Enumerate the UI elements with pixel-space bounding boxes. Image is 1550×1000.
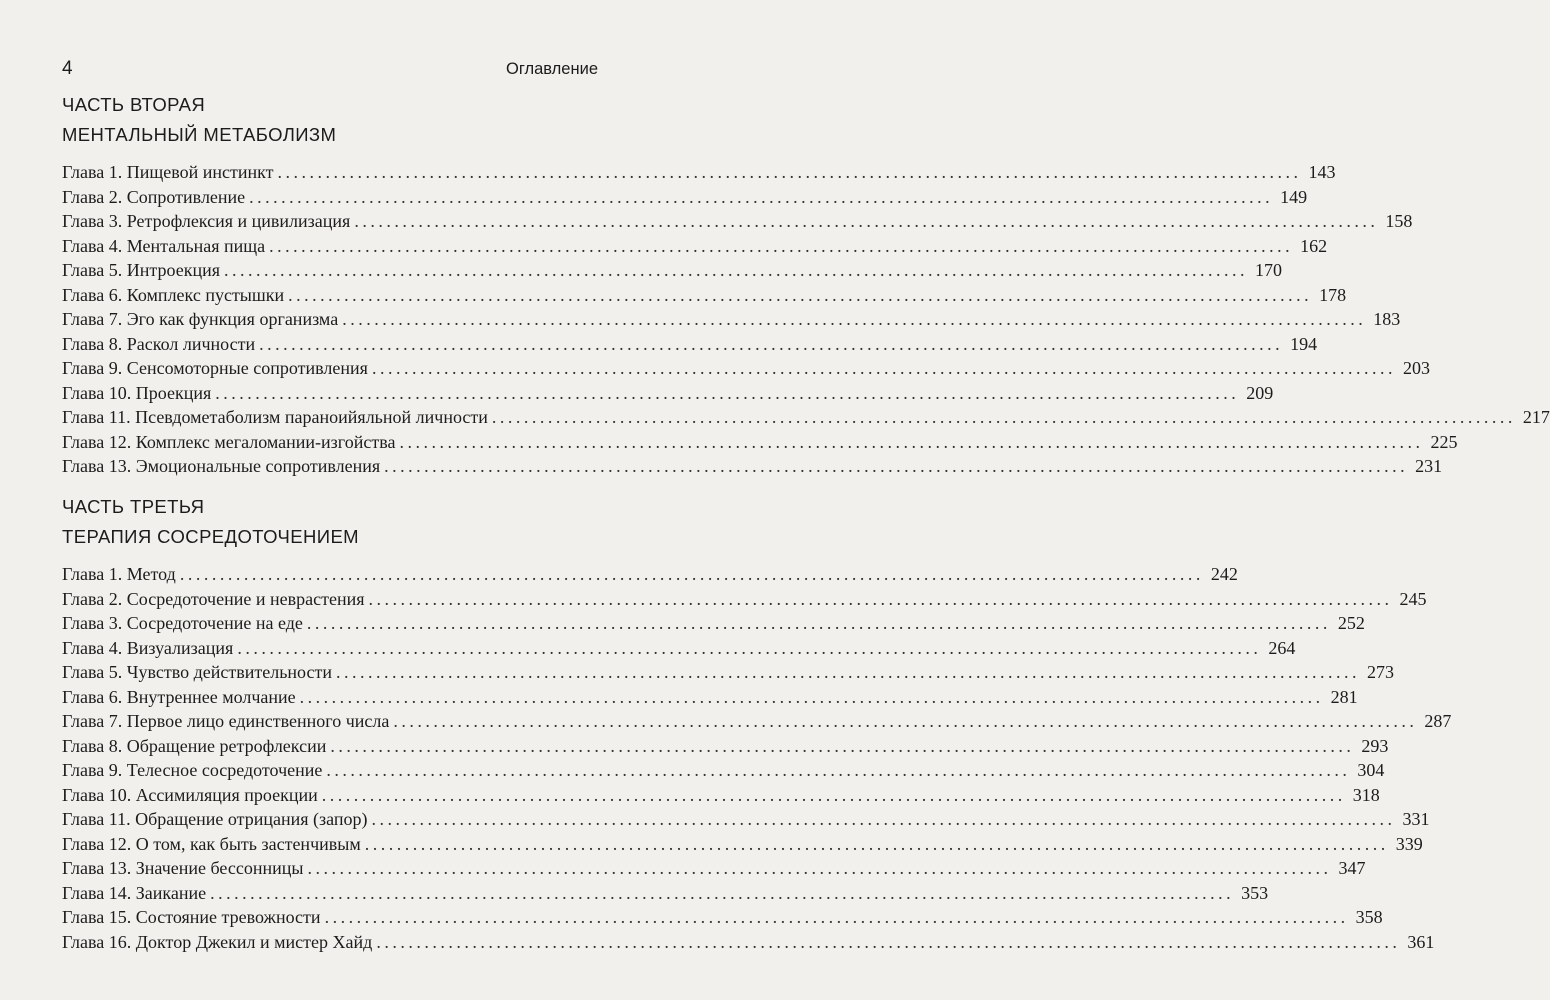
chapter-title: Глава 12. О том, как быть застенчивым xyxy=(62,833,361,854)
dot-leader xyxy=(372,356,1396,381)
chapter-page-number: 178 xyxy=(1319,284,1347,305)
dot-leader xyxy=(368,587,1392,612)
toc-entry xyxy=(62,258,1282,283)
toc-entry xyxy=(62,430,1458,455)
dot-leader xyxy=(307,856,1331,881)
toc-entry xyxy=(62,832,1423,857)
chapter-title: Глава 11. Псевдометаболизм параноийяльной личности xyxy=(62,407,488,427)
dot-leader xyxy=(300,685,1324,710)
toc-entry xyxy=(62,381,1274,406)
dot-leader xyxy=(336,660,1360,685)
dot-leader xyxy=(259,332,1283,357)
toc-entry xyxy=(62,234,1328,259)
chapter-page-number: 361 xyxy=(1407,931,1435,952)
dot-leader xyxy=(330,734,1354,759)
chapter-page-number: 245 xyxy=(1399,588,1427,609)
chapter-title: Глава 8. Обращение ретрофлексии xyxy=(62,735,327,756)
toc-entry xyxy=(62,881,1269,906)
chapter-page-number: 225 xyxy=(1430,431,1458,452)
chapter-page-number: 353 xyxy=(1241,882,1269,903)
chapter-page-number: 331 xyxy=(1402,809,1430,829)
chapter-page-number: 287 xyxy=(1424,711,1452,731)
chapter-page-number: 281 xyxy=(1330,686,1358,707)
toc-entry xyxy=(62,758,1385,783)
toc-entry xyxy=(62,660,1394,685)
chapter-title: Глава 7. Первое лицо единственного числа xyxy=(62,711,390,731)
part-label: ЧАСТЬ ТРЕТЬЯ xyxy=(62,496,205,517)
chapter-page-number: 194 xyxy=(1290,333,1318,354)
chapter-title: Глава 9. Сенсомоторные сопротивления xyxy=(62,358,368,378)
chapter-title: Глава 13. Эмоциональные сопротивления xyxy=(62,456,381,476)
chapter-page-number: 217 xyxy=(1522,407,1550,427)
toc-entry xyxy=(62,307,1401,332)
chapter-title: Глава 12. Комплекс мегаломании-изгойства xyxy=(62,431,396,452)
running-head xyxy=(62,58,598,80)
toc-entry xyxy=(62,783,1380,808)
chapter-title: Глава 11. Обращение отрицания (запор) xyxy=(62,809,368,829)
chapter-title: Глава 2. Сопротивление xyxy=(62,186,246,207)
toc-entry xyxy=(62,611,1365,636)
chapter-title: Глава 6. Внутреннее молчание xyxy=(62,686,296,707)
toc-entry xyxy=(62,587,1427,612)
chapter-page-number: 273 xyxy=(1366,662,1394,682)
dot-leader xyxy=(342,307,1366,332)
toc-entry xyxy=(62,185,1308,210)
toc-entry xyxy=(62,636,1296,661)
part-title: ТЕРАПИЯ СОСРЕДОТОЧЕНИЕМ xyxy=(62,526,359,547)
chapter-page-number: 143 xyxy=(1308,162,1336,182)
dot-leader xyxy=(326,758,1350,783)
chapter-title: Глава 10. Проекция xyxy=(62,382,212,403)
dot-leader xyxy=(325,905,1349,930)
dot-leader xyxy=(278,160,1302,185)
toc-entry xyxy=(62,685,1358,710)
dot-leader xyxy=(307,611,1331,636)
dot-leader xyxy=(399,430,1423,455)
chapter-page-number: 252 xyxy=(1337,613,1365,633)
chapter-title: Глава 14. Заикание xyxy=(62,882,207,903)
chapter-page-number: 170 xyxy=(1255,260,1282,280)
toc-list xyxy=(62,160,1550,479)
chapter-page-number: 304 xyxy=(1357,760,1385,780)
toc-entry xyxy=(62,807,1430,832)
running-title: Оглавление xyxy=(506,60,598,78)
chapter-page-number: 293 xyxy=(1361,735,1389,756)
chapter-title: Глава 7. Эго как функция организма xyxy=(62,309,339,329)
part-three-section xyxy=(62,496,1452,954)
dot-leader xyxy=(224,258,1248,283)
chapter-page-number: 162 xyxy=(1300,235,1328,256)
chapter-title: Глава 5. Интроекция xyxy=(62,260,220,280)
chapter-page-number: 158 xyxy=(1385,211,1413,231)
chapter-page-number: 231 xyxy=(1415,456,1443,476)
chapter-page-number: 318 xyxy=(1352,784,1380,805)
chapter-title: Глава 8. Раскол личности xyxy=(62,333,256,354)
dot-leader xyxy=(237,636,1261,661)
chapter-page-number: 183 xyxy=(1373,309,1401,329)
chapter-title: Глава 1. Пищевой инстинкт xyxy=(62,162,274,182)
chapter-title: Глава 2. Сосредоточение и неврастения xyxy=(62,588,365,609)
toc-entry xyxy=(62,709,1452,734)
chapter-page-number: 358 xyxy=(1355,907,1383,927)
toc-entry xyxy=(62,562,1238,587)
part-two-section xyxy=(62,94,1550,479)
dot-leader xyxy=(354,209,1378,234)
dot-leader xyxy=(180,562,1204,587)
chapter-title: Глава 1. Метод xyxy=(62,564,176,584)
part-label: ЧАСТЬ ВТОРАЯ xyxy=(62,94,206,115)
dot-leader xyxy=(492,405,1516,430)
dot-leader xyxy=(365,832,1389,857)
dot-leader xyxy=(249,185,1273,210)
page-number: 4 xyxy=(62,58,73,79)
chapter-title: Глава 16. Доктор Джекил и мистер Хайд xyxy=(62,931,373,952)
chapter-title: Глава 4. Ментальная пища xyxy=(62,235,266,256)
chapter-title: Глава 9. Телесное сосредоточение xyxy=(62,760,323,780)
dot-leader xyxy=(393,709,1417,734)
toc-entry xyxy=(62,905,1383,930)
toc-entry xyxy=(62,930,1435,955)
toc-entry xyxy=(62,332,1318,357)
toc-entry xyxy=(62,734,1389,759)
dot-leader xyxy=(376,930,1400,955)
dot-leader xyxy=(269,234,1293,259)
toc-entry xyxy=(62,283,1347,308)
toc-list xyxy=(62,562,1452,954)
dot-leader xyxy=(322,783,1346,808)
chapter-title: Глава 13. Значение бессонницы xyxy=(62,858,304,878)
chapter-title: Глава 10. Ассимиляция проекции xyxy=(62,784,318,805)
chapter-title: Глава 5. Чувство действительности xyxy=(62,662,332,682)
toc-entry xyxy=(62,356,1430,381)
dot-leader xyxy=(372,807,1396,832)
chapter-page-number: 264 xyxy=(1268,637,1296,658)
toc-entry xyxy=(62,209,1413,234)
toc-entry xyxy=(62,160,1336,185)
toc-entry xyxy=(62,405,1550,430)
chapter-title: Глава 3. Сосредоточение на еде xyxy=(62,613,303,633)
chapter-page-number: 347 xyxy=(1338,858,1366,878)
dot-leader xyxy=(215,381,1239,406)
chapter-title: Глава 4. Визуализация xyxy=(62,637,234,658)
toc-entry xyxy=(62,454,1443,479)
part-title: МЕНТАЛЬНЫЙ МЕТАБОЛИЗМ xyxy=(62,124,337,145)
chapter-page-number: 339 xyxy=(1395,833,1423,854)
chapter-page-number: 242 xyxy=(1210,564,1238,584)
dot-leader xyxy=(384,454,1408,479)
chapter-page-number: 149 xyxy=(1280,186,1308,207)
toc-entry xyxy=(62,856,1366,881)
chapter-title: Глава 15. Состояние тревожности xyxy=(62,907,321,927)
chapter-page-number: 209 xyxy=(1246,382,1274,403)
chapter-title: Глава 6. Комплекс пустышки xyxy=(62,284,285,305)
dot-leader xyxy=(288,283,1312,308)
dot-leader xyxy=(210,881,1234,906)
chapter-page-number: 203 xyxy=(1402,358,1430,378)
chapter-title: Глава 3. Ретрофлексия и цивилизация xyxy=(62,211,351,231)
